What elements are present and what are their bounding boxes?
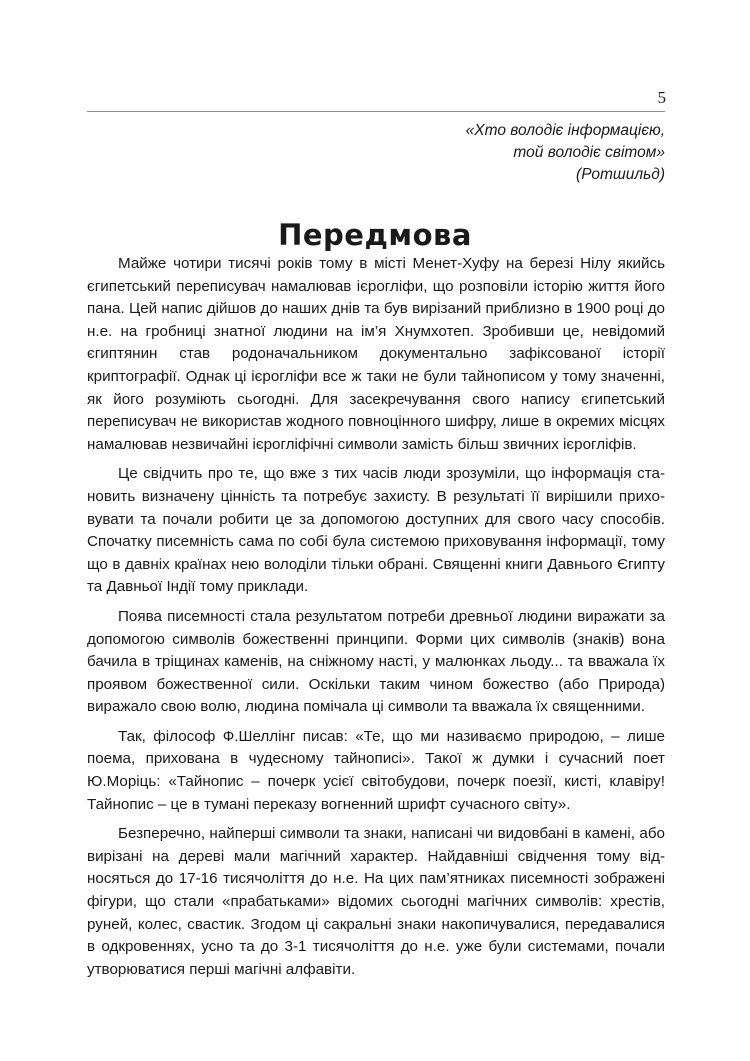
paragraph-5: Безперечно, найперші символи та знаки, написані чи видовбані в камені, або вирізані на дереві мали магічний характер. Найдавніші свідчення тому відносяться до 17-16 тисячоліття до н.е. На цих пам’ятниках писемності зображені фігури, що стали «прабатьками» відомих сьогодні магічних символів: хрестів, руней, колес, свастик. Згодом ці сакральні знаки накопичувалися, передавалися в одкровеннях, усно та до 3-1 тисячоліття до н.е. уже були системами, почали утворюватися перші магічні алфавіти. — [87, 825, 665, 978]
paragraph-3: Поява писемності стала результатом потреби древньої людини виражати за допомогою символів божественні принципи. Форми цих символів (знаків) вона бачила в тріщинах каменів, на сніжному насті, у малюнках льоду... та вважала їх проявом божественної сили. Оскільки таким чином божество (або Природа) виражало свою волю, людина помічала ці символи та вважала їх священними. — [87, 607, 665, 716]
chapter-heading: Передмова — [278, 218, 472, 253]
paragraph-2: Це свідчить про те, що вже з тих часів люди зрозуміли, що інформація становить визначену цінність та потребує захисту. В результаті її вирішили приховувати та почали робити це за допомогою доступних для свого часу способів. Спочатку писемність сама по собі була системою приховування інформації, тому що в давніх країнах нею володіли тільки обрані. Священні книги Давнього Єгипту та Давньої Індії тому приклади. — [87, 465, 665, 596]
body-text — [87, 253, 665, 988]
paragraph-4: Так, філософ Ф.Шеллінг писав: «Те, що ми називаємо природою, – лише поема, прихована в чудесному тайнописі». Такої ж думки і сучасний поет Ю.Моріць: «Тайнопис – почерк усієї світобудови, почерк поезії, кисті, клавіру! Тайнопис – це в тумані переказу вогненний шрифт сучасного світу». — [87, 727, 665, 813]
epigraph-attribution: (Ротшильд) — [576, 166, 665, 183]
paragraph-1: Майже чотири тисячі років тому в місті Менет-Хуфу на березі Нілу якийсь єгипетський переписувач намалював ієрогліфи, що розповіли історію життя його пана. Цей напис дійшов до наших днів та був вирізаний приблизно в 1900 році до н.е. на гробниці знатної людини на ім’я Хнумхотеп. Зробивши це, невідомий єгиптянин став родоначальником документально зафіксованої історії криптографії. Однак ці ієрогліфи все ж таки не були тайнописом у тому значенні, як його розуміють сьогодні. Для засекречування свого напису єгипетський переписувач не використав жодного повноцінного шифру, лише в окремих місцях намалював незвичайні ієрогліфічні символи замість більш звичних ієрогліфів. — [87, 255, 665, 453]
epigraph-quote-line-1: «Хто володіє інформацією, — [465, 122, 665, 139]
page-number: 5 — [657, 88, 666, 107]
header-rule — [87, 111, 665, 112]
epigraph — [265, 120, 665, 186]
epigraph-quote-line-2: той володіє світом» — [513, 144, 665, 161]
